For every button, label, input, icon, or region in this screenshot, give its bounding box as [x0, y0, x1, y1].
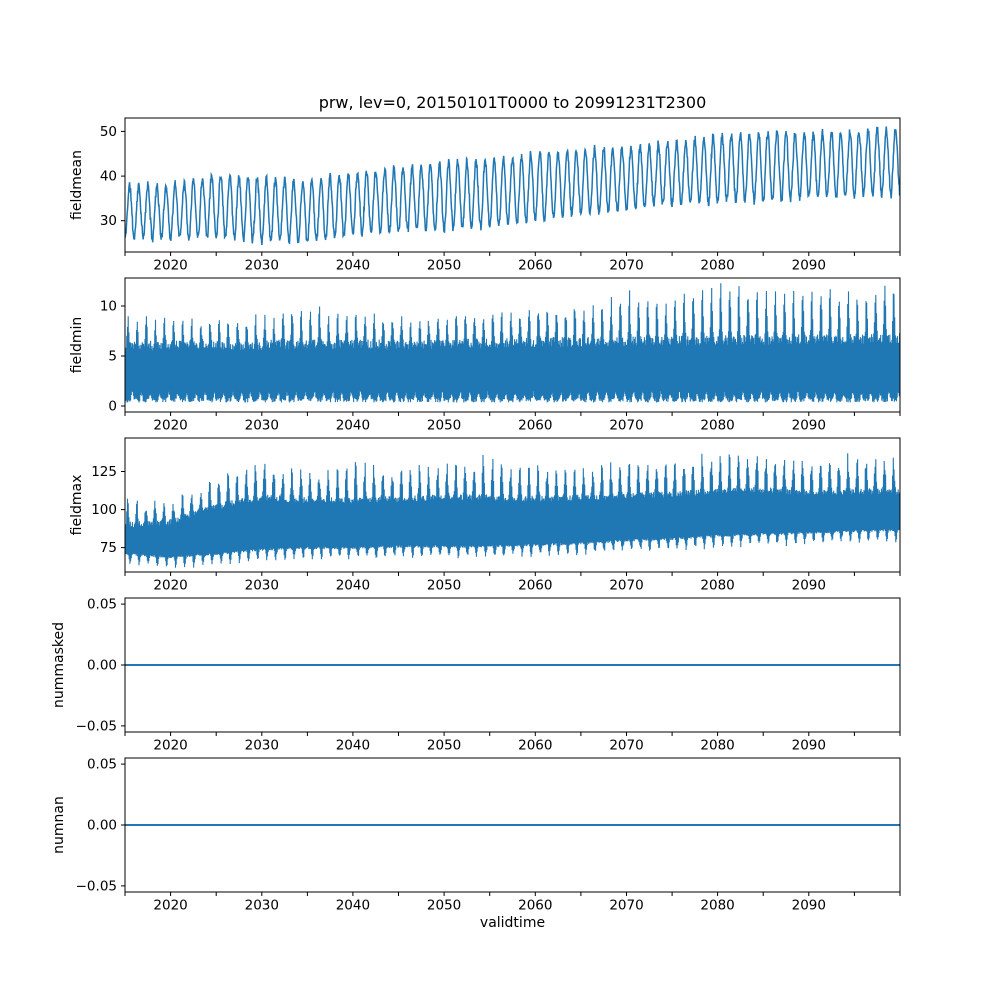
- x-tick-label: 2090: [791, 417, 826, 434]
- series-fieldmax: [125, 453, 900, 568]
- y-tick-label: 0.05: [86, 596, 117, 613]
- ylabel-fieldmin: fieldmin: [69, 316, 85, 374]
- x-tick-label: 2090: [791, 897, 826, 914]
- y-tick-label: 30: [99, 213, 117, 230]
- y-tick-label: 40: [99, 168, 117, 185]
- subplot-fieldmin: [100, 278, 900, 434]
- ylabel-numnan: numnan: [51, 796, 67, 854]
- y-tick-label: 100: [91, 502, 117, 519]
- x-tick-label: 2040: [335, 737, 371, 754]
- y-tick-label: 5: [108, 348, 117, 365]
- x-tick-label: 2040: [335, 417, 371, 434]
- x-tick-label: 2060: [518, 897, 553, 914]
- x-tick-label: 2040: [335, 897, 371, 914]
- x-tick-label: 2020: [153, 257, 188, 274]
- y-tick-label: −0.05: [75, 878, 117, 895]
- y-tick-label: 10: [99, 298, 117, 315]
- x-tick-label: 2060: [518, 577, 553, 594]
- x-tick-label: 2070: [609, 897, 644, 914]
- x-tick-label: 2070: [609, 417, 644, 434]
- ylabel-fieldmean: fieldmean: [69, 150, 85, 220]
- x-tick-label: 2080: [700, 257, 735, 274]
- series-fieldmin: [125, 283, 900, 402]
- x-tick-label: 2020: [153, 577, 188, 594]
- x-tick-label: 2030: [244, 737, 279, 754]
- y-tick-label: 0: [108, 398, 117, 415]
- y-tick-label: 0.05: [86, 756, 117, 773]
- y-tick-label: 50: [99, 123, 117, 140]
- x-tick-label: 2070: [609, 577, 644, 594]
- subplot-numnan: [76, 757, 900, 914]
- x-tick-label: 2050: [426, 257, 462, 274]
- x-tick-label: 2080: [700, 417, 735, 434]
- x-tick-label: 2070: [609, 257, 644, 274]
- x-tick-label: 2080: [700, 897, 735, 914]
- x-tick-label: 2090: [791, 257, 826, 274]
- axes-frame: [125, 118, 900, 252]
- x-tick-label: 2030: [244, 577, 279, 594]
- xlabel-validtime: validtime: [479, 915, 546, 931]
- subplot-fieldmax: [91, 438, 900, 594]
- ylabel-fieldmax: fieldmax: [69, 474, 85, 536]
- subplot-fieldmean: [100, 118, 900, 274]
- x-tick-label: 2030: [244, 257, 279, 274]
- chart-title: prw, lev=0, 20150101T0000 to 20991231T2300: [318, 93, 707, 112]
- x-tick-label: 2020: [153, 417, 188, 434]
- series-fieldmean: [125, 127, 900, 246]
- y-tick-label: 125: [91, 464, 117, 480]
- x-tick-label: 2030: [244, 897, 279, 914]
- x-tick-label: 2050: [426, 737, 462, 754]
- x-tick-label: 2090: [791, 577, 826, 594]
- x-tick-label: 2050: [426, 577, 462, 594]
- x-tick-label: 2070: [609, 737, 644, 754]
- x-tick-label: 2060: [518, 417, 553, 434]
- x-tick-label: 2090: [791, 737, 826, 754]
- y-tick-label: 0.00: [86, 657, 117, 674]
- y-tick-label: −0.05: [75, 718, 117, 735]
- x-tick-label: 2020: [153, 737, 188, 754]
- x-tick-label: 2020: [153, 897, 188, 914]
- x-tick-label: 2030: [244, 417, 279, 434]
- subplot-nummasked: [76, 597, 900, 754]
- x-tick-label: 2050: [426, 897, 462, 914]
- x-tick-label: 2040: [335, 257, 371, 274]
- x-tick-label: 2050: [426, 417, 462, 434]
- x-tick-label: 2040: [335, 577, 371, 594]
- x-tick-label: 2060: [518, 257, 553, 274]
- x-tick-label: 2060: [518, 737, 553, 754]
- y-tick-label: 75: [99, 540, 117, 557]
- ylabel-nummasked: nummasked: [51, 621, 67, 709]
- x-tick-label: 2080: [700, 737, 735, 754]
- x-tick-label: 2080: [700, 577, 735, 594]
- y-tick-label: 0.00: [86, 817, 117, 834]
